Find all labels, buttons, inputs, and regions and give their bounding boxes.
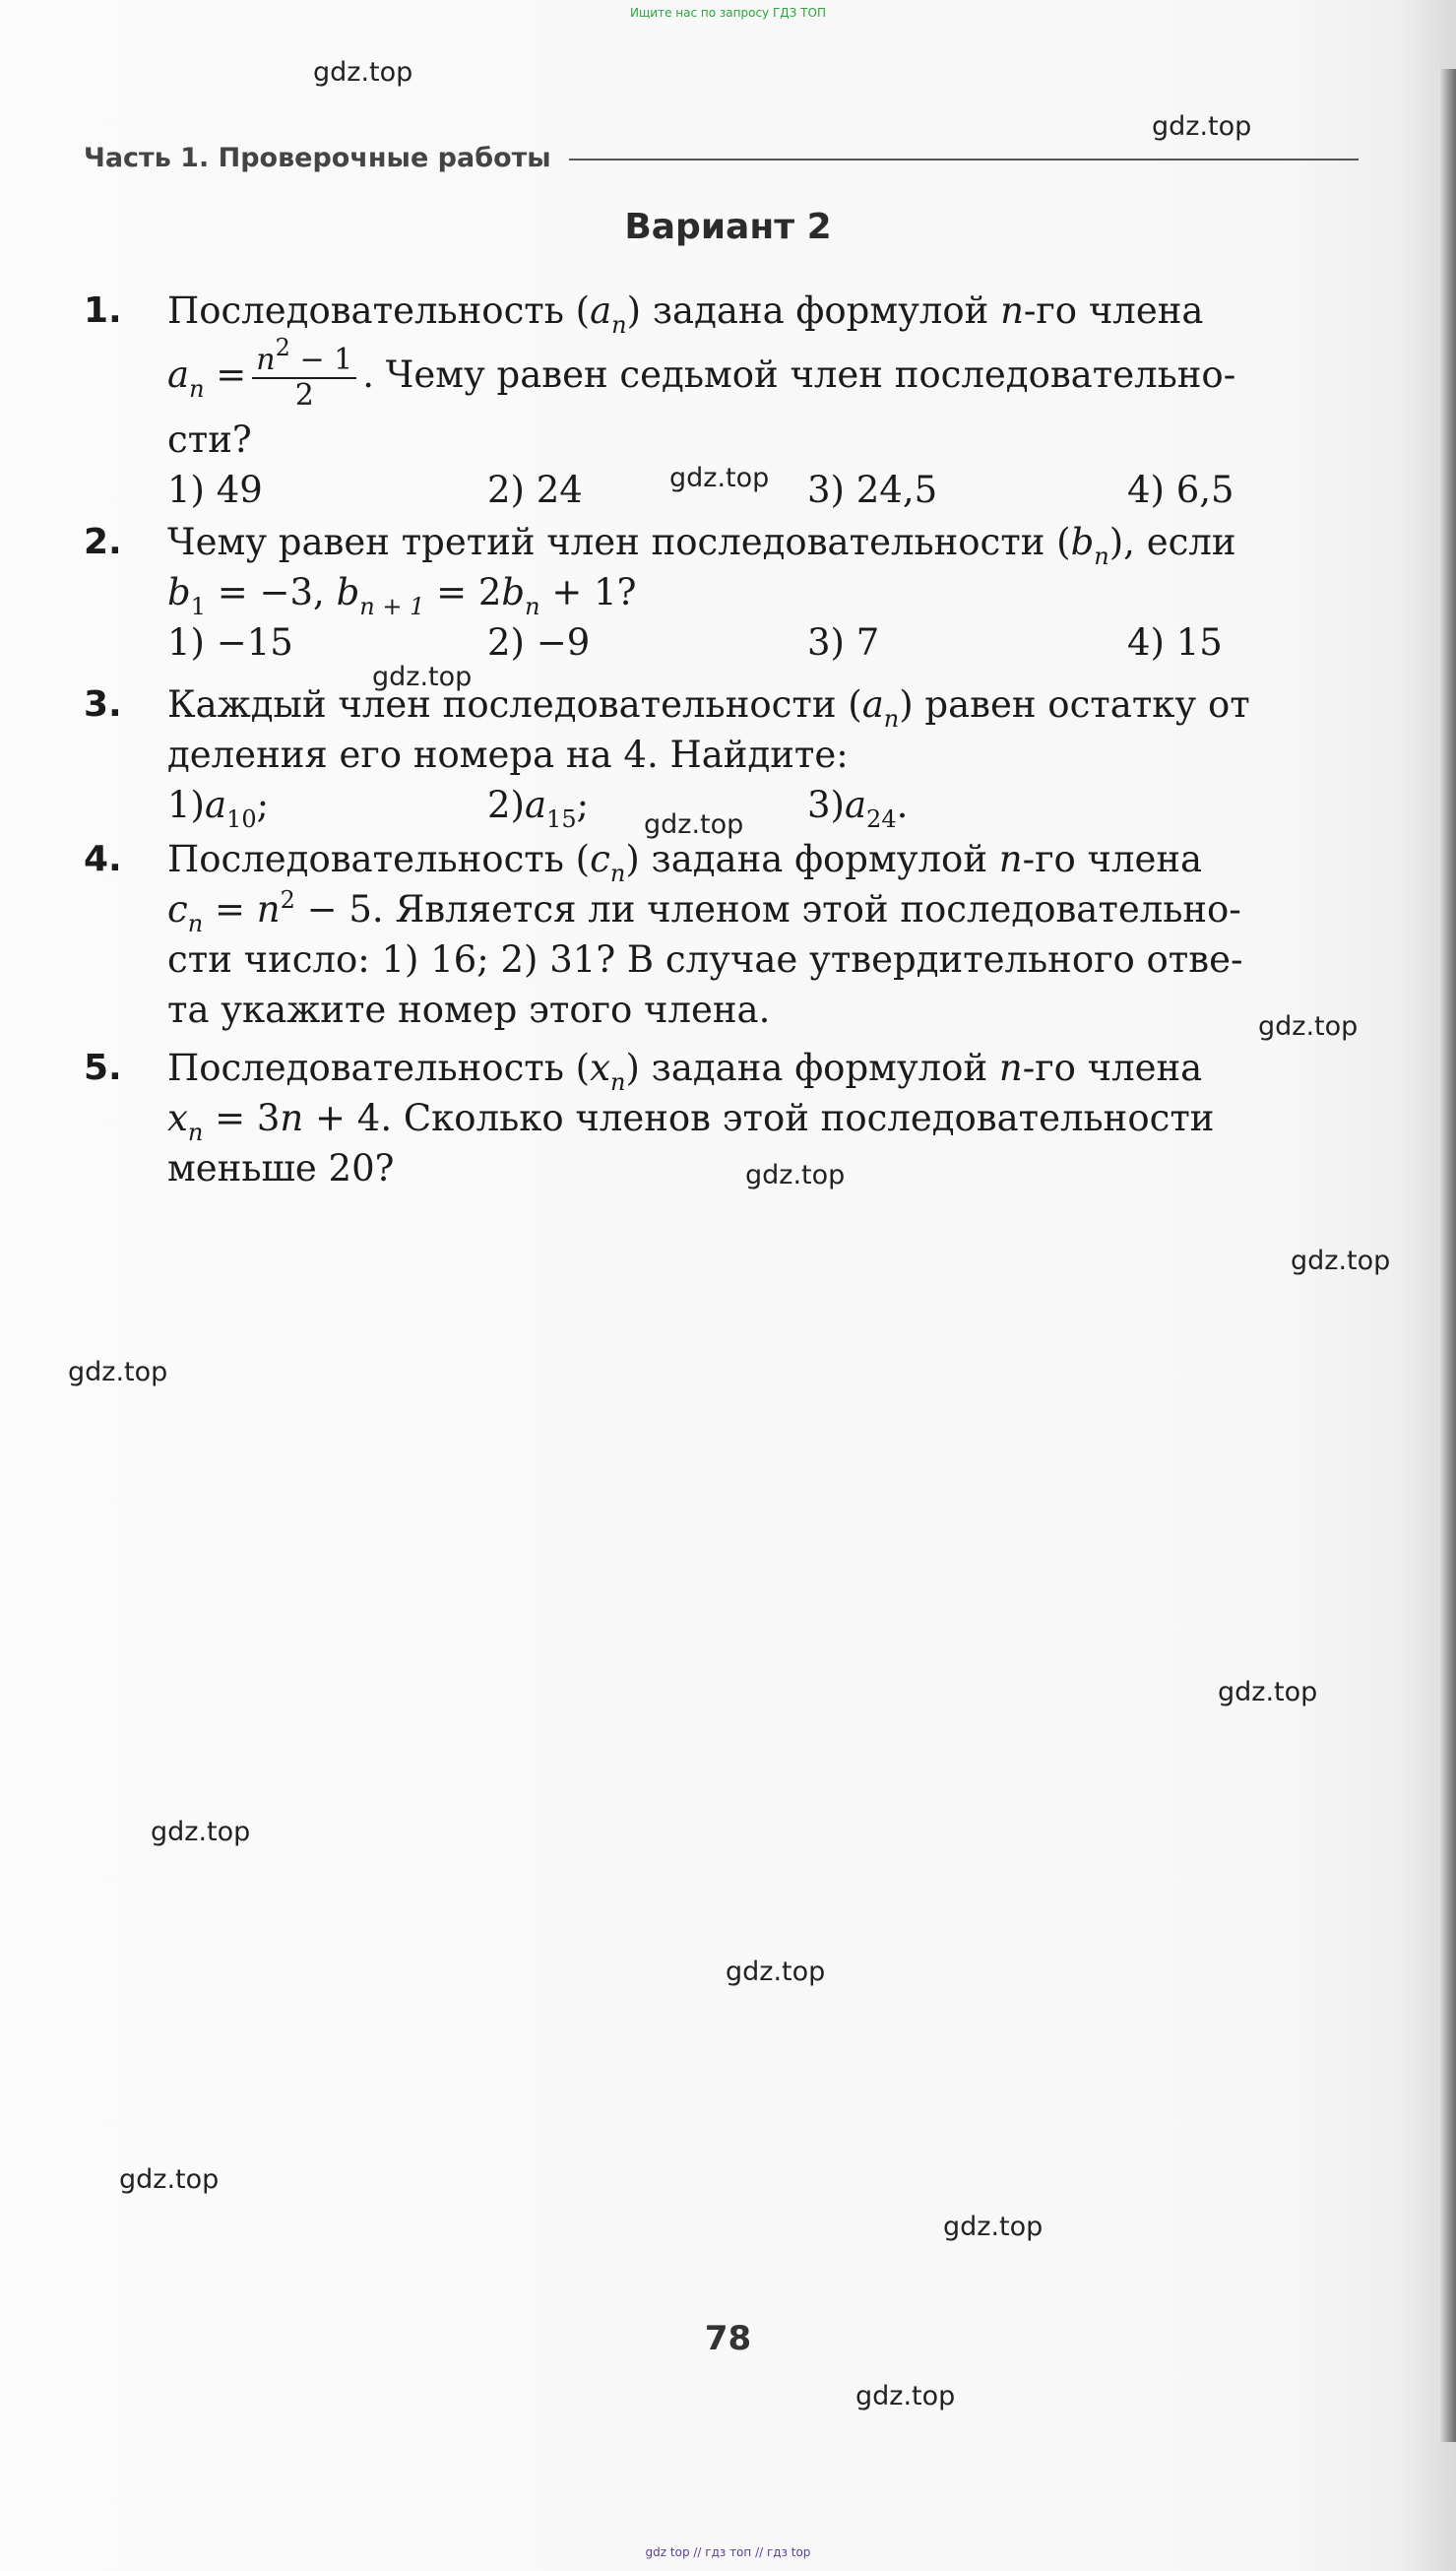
watermark: gdz.top	[1258, 1011, 1359, 1042]
task-line: Последовательность $(x_n)$ задана формулой n-го члена	[167, 1047, 1203, 1096]
header-text: Часть 1. Проверочные работы	[84, 142, 551, 173]
task-line: сти число: 1) 16; 2) 31? В случае утвердительного отве-	[167, 938, 1243, 981]
option: 1) 49	[167, 469, 263, 511]
task-5	[84, 1043, 1363, 1193]
task-line: $c_n = n^2 - 5$. Является ли членом этой последовательно-	[167, 886, 1241, 937]
top-note[interactable]: Ищите нас по запросу ГДЗ ТОП	[630, 6, 826, 20]
answer-options	[167, 780, 1363, 833]
task-line: деления его номера на 4. Найдите:	[167, 734, 849, 776]
task-line: Последовательность $(a_n)$ задана формулой n-го члена	[167, 289, 1204, 339]
task-3	[84, 679, 1363, 833]
task-line: $b_1 = -3$, $b_{n + 1} = 2b_n + 1$?	[167, 571, 637, 620]
bottom-note[interactable]: gdz top // гдз топ // гдз top	[645, 2545, 811, 2559]
option: 1) −15	[167, 621, 293, 664]
task-number: 1.	[84, 290, 122, 331]
option: $2)a_{15}$;	[487, 784, 590, 833]
answer-options	[167, 465, 1363, 515]
watermark: gdz.top	[68, 1357, 168, 1387]
option: 2) −9	[487, 621, 591, 664]
task-1	[84, 286, 1363, 515]
task-2	[84, 517, 1363, 668]
task-formula-line: $a_n$ = $\frac{n^2 - 1}{2}$ . Чему равен седьмой член последовательно-	[167, 333, 1236, 413]
task-list	[84, 286, 1363, 1193]
fraction: $\frac{n^2 - 1}{2}$	[252, 344, 356, 413]
watermark: gdz.top	[119, 2164, 220, 2195]
watermark: gdz.top	[745, 1160, 846, 1190]
watermark: gdz.top	[1291, 1246, 1391, 1276]
task-number: 4.	[84, 839, 122, 879]
task-number: 5.	[84, 1048, 122, 1088]
task-line: $x_n = 3n + 4$. Сколько членов этой последовательности	[167, 1097, 1215, 1146]
task-line: меньше 20?	[167, 1147, 395, 1189]
watermark: gdz.top	[1218, 1677, 1318, 1707]
running-header	[84, 138, 1359, 177]
watermark: gdz.top	[1152, 111, 1252, 142]
option: 4) 15	[1127, 621, 1223, 664]
task-line: Каждый член последовательности $(a_n)$ равен остатку от	[167, 683, 1250, 733]
watermark: gdz.top	[372, 662, 473, 692]
task-line: Последовательность $(c_n)$ задана формулой n-го члена	[167, 838, 1203, 887]
task-number: 2.	[84, 522, 122, 562]
watermark: gdz.top	[644, 809, 744, 840]
page-number: 78	[704, 2319, 752, 2358]
watermark: gdz.top	[726, 1957, 826, 1987]
task-4	[84, 834, 1363, 1035]
header-rule	[569, 159, 1359, 161]
task-line: Чему равен третий член последовательности $(b_n)$, если	[167, 521, 1236, 570]
watermark: gdz.top	[151, 1817, 251, 1847]
watermark: gdz.top	[855, 2381, 956, 2411]
watermark: gdz.top	[313, 57, 413, 88]
option: 4) 6,5	[1127, 469, 1234, 511]
option: 3) 24,5	[807, 469, 938, 511]
option: $3)a_{24}$.	[807, 784, 909, 833]
task-number: 3.	[84, 684, 122, 725]
watermark: gdz.top	[669, 463, 770, 493]
book-spine-shadow	[1438, 69, 1456, 2442]
option: 3) 7	[807, 621, 880, 664]
task-line: та укажите номер этого члена.	[167, 989, 771, 1031]
option: $1)a_{10}$;	[167, 784, 270, 833]
task-line: сти?	[167, 418, 252, 461]
watermark: gdz.top	[943, 2212, 1044, 2242]
answer-options	[167, 617, 1363, 668]
variant-title: Вариант 2	[624, 207, 832, 247]
option: 2) 24	[487, 469, 583, 511]
